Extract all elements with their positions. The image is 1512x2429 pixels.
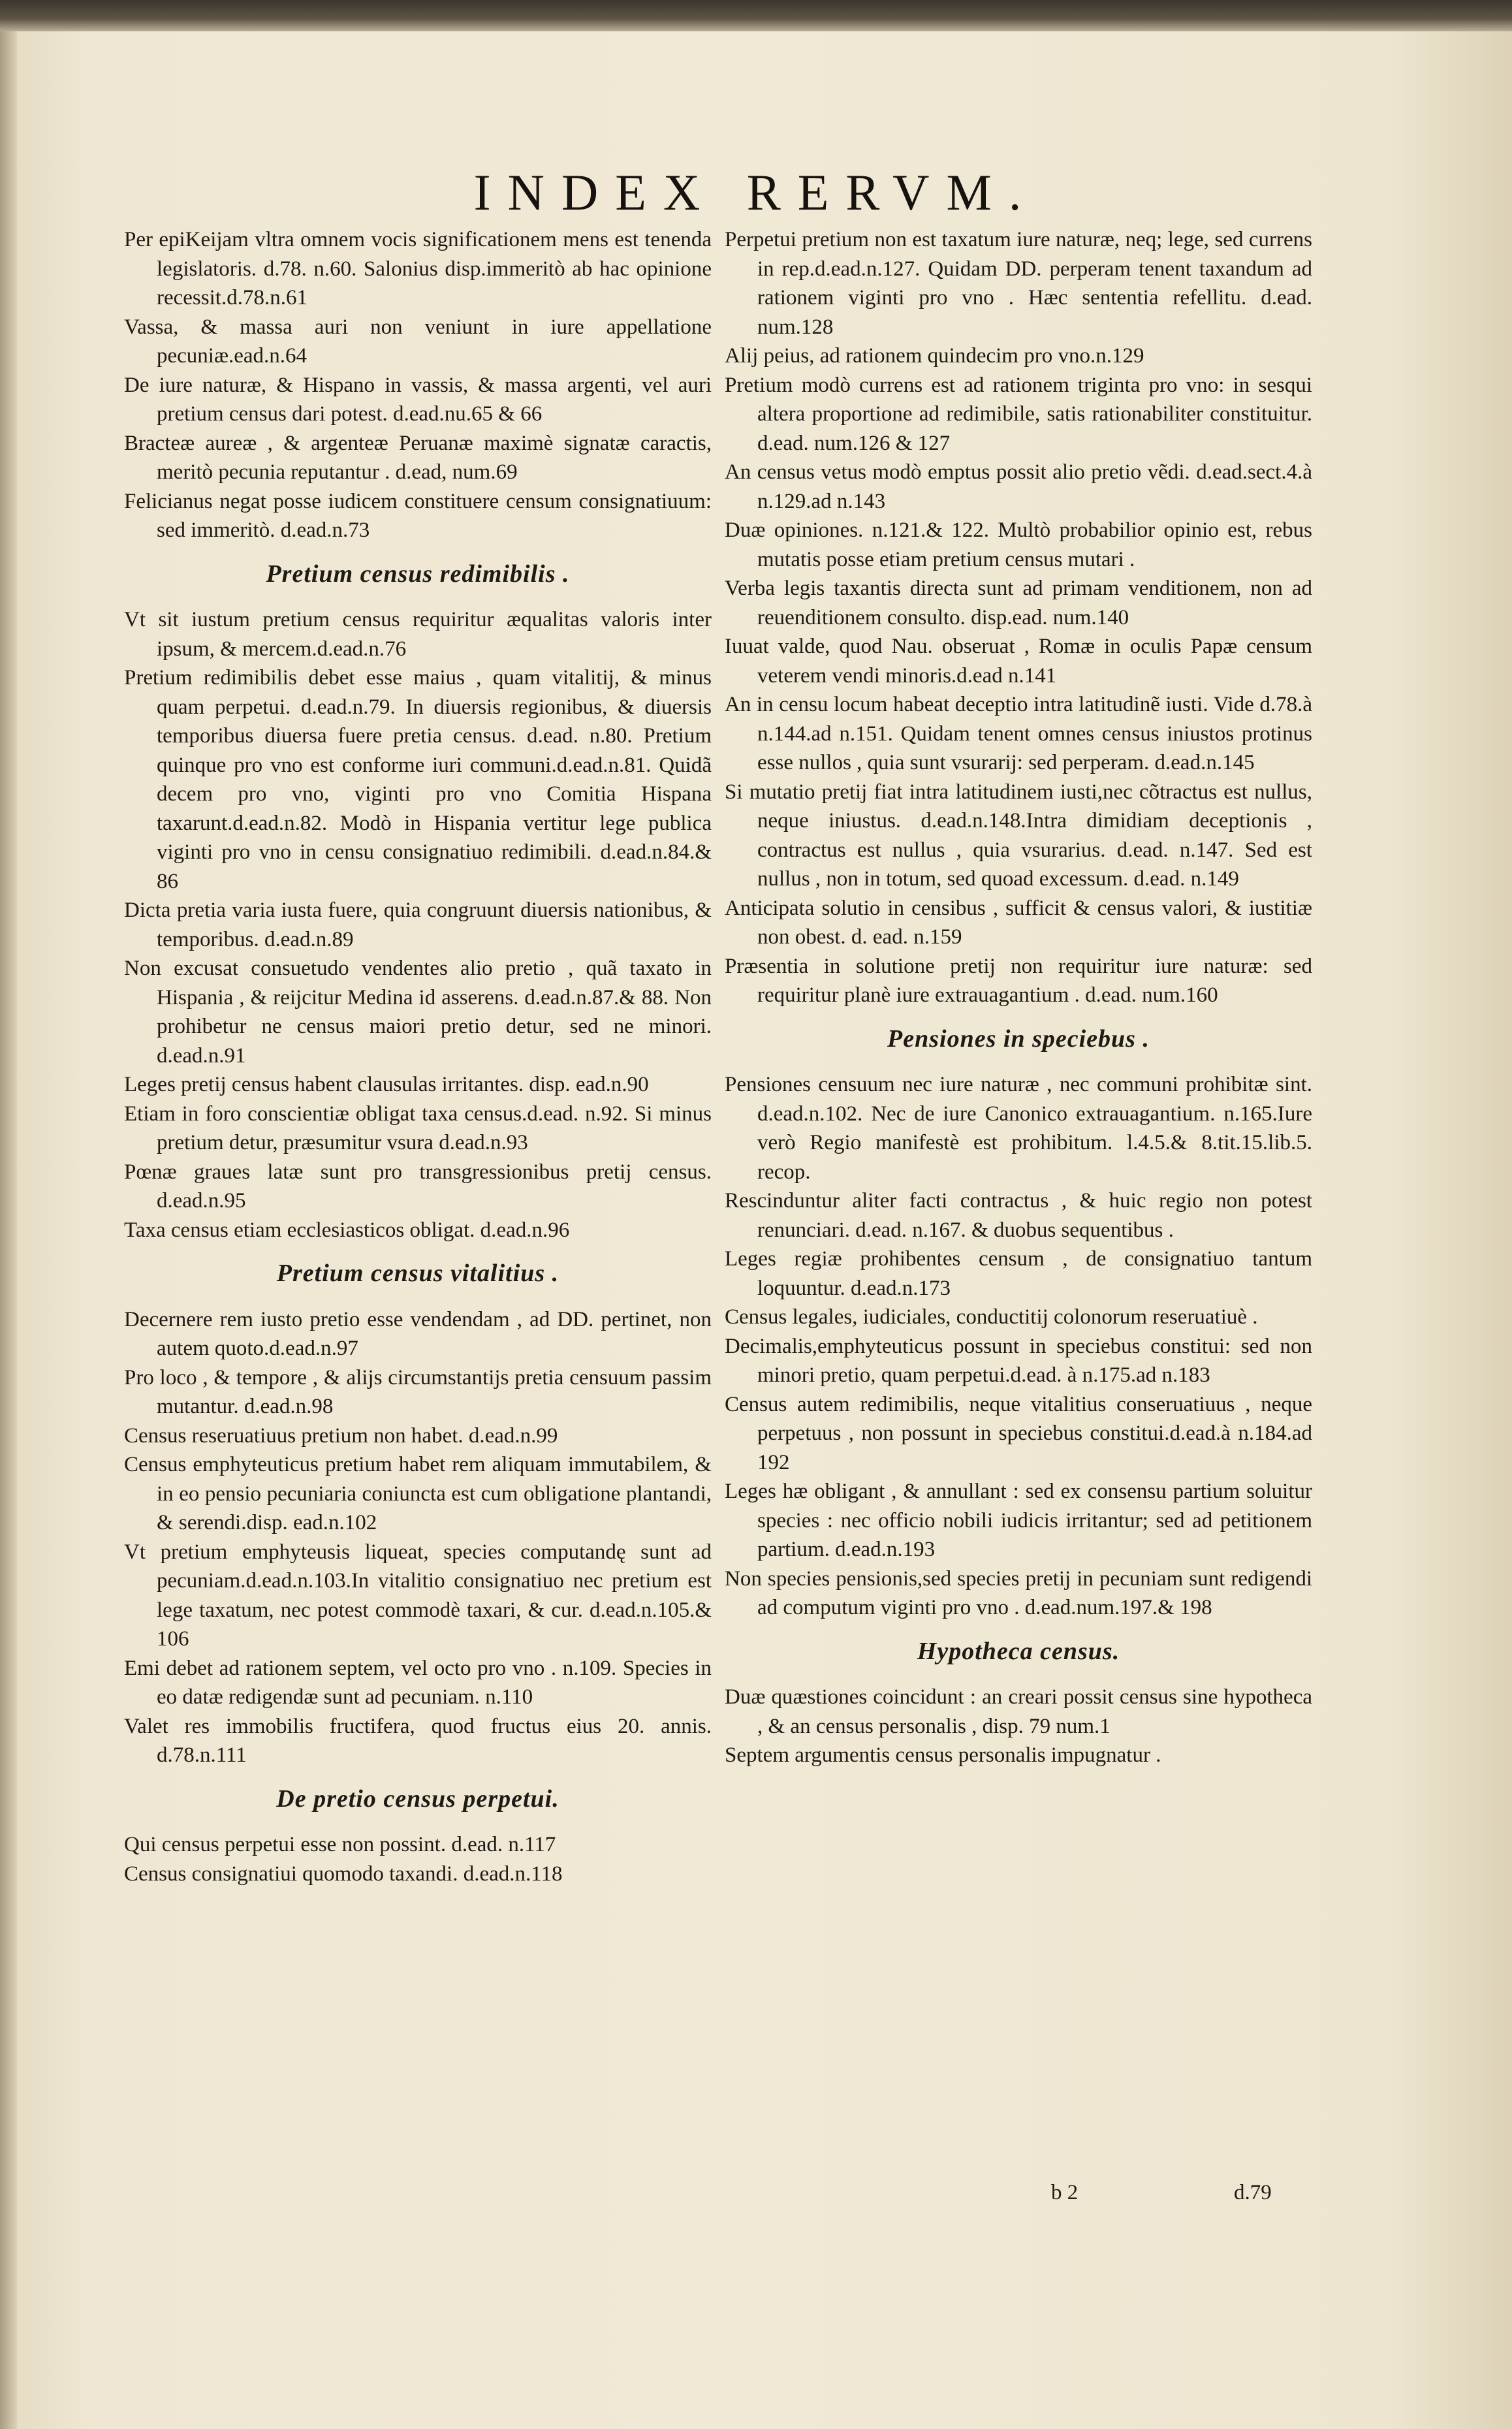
index-entry: Duæ quæstiones coincidunt : an creari possit census sine hypotheca , & an census personalis , disp. 79 num.1 [725,1685,1312,1738]
page-title: INDEX RERVM. [473,164,1039,221]
index-entry: Pro loco , & tempore , & alijs circumstantijs pretia censuum passim mutantur. d.ead.n.98 [124,1365,712,1418]
index-entry: Duæ opiniones. n.121.& 122. Multò probabilior opinio est, rebus mutatis posse etiam pretium census mutari . [725,518,1312,571]
index-entry: Emi debet ad rationem septem, vel octo pro vno . n.109. Species in eo datæ redigendæ sunt ad pecuniam. n.110 [124,1656,712,1709]
index-entry: Census legales, iudiciales, conductitij colonorum reseruatiuè . [725,1305,1258,1329]
index-entry: Census reseruatiuus pretium non habet. d.ead.n.99 [124,1423,558,1448]
left-column [124,225,712,1888]
index-entry: Non excusat consuetudo vendentes alio pretio , quã taxato in Hispania , & reijcitur Medina id asserens. d.ead.n.87.& 88. Non prohibetur ne census maiori pretio detur, sed ne minori. d.ead.n.91 [124,957,712,1068]
index-entry: Pœnæ graues latæ sunt pro transgressionibus pretij census. d.ead.n.95 [124,1160,712,1213]
section-heading: Pretium census vitalitius . [276,1260,559,1287]
index-entry: Census autem redimibilis, neque vitalitius conseruatiuus , neque perpetuus , non possunt in speciebus constitui.d.ead.à n.184.ad 192 [725,1392,1312,1474]
index-entry: Census emphyteuticus pretium habet rem aliquam immutabilem, & in eo pensio pecuniaria coniuncta est cum obligatione plantandi, & serendi.disp. ead.n.102 [124,1453,712,1534]
index-entry: Leges hæ obligant , & annullant : sed ex consensu partium soluitur species : nec officio nobili iudicis irritantur; sed ad petitionem partium. d.ead.n.193 [725,1480,1312,1561]
index-entry: Perpetui pretium non est taxatum iure naturæ, neq; lege, sed currens in rep.d.ead.n.127. Quidam DD. perperam tenent taxandum ad rationem viginti pro vno . Hæc sententia refellitu. d.ead. num.128 [725,228,1312,339]
index-entry: Præsentia in solutione pretij non requiritur iure naturæ: sed requiritur planè iure extrauagantium . d.ead. num.160 [725,954,1312,1007]
index-entry: Si mutatio pretij fiat intra latitudinem iusti,nec cõtractus est nullus, neque iniustus. d.ead.n.148.Intra dimidiam deceptionis , contractus est nullus , quia vsurarius. d.ead. n.147. Sed est nullus , non in totum, sed quoad excessum. d.ead. n.149 [725,780,1312,891]
index-entry: Alij peius, ad rationem quindecim pro vno.n.129 [725,344,1144,368]
index-entry: Qui census perpetui esse non possint. d.ead. n.117 [124,1833,556,1856]
index-entry: An census vetus modò emptus possit alio pretio vẽdi. d.ead.sect.4.à n.129.ad n.143 [725,460,1312,513]
index-entry: Vassa, & massa auri non veniunt in iure appellatione pecuniæ.ead.n.64 [124,315,712,368]
index-entry: De iure naturæ, & Hispano in vassis, & massa argenti, vel auri pretium census dari potest. d.ead.nu.65 & 66 [124,373,712,426]
index-entry: Vt pretium emphyteusis liqueat, species computandę sunt ad pecuniam.d.ead.n.103.In vitalitio consignatiuo nec pretium est lege taxatum, nec potest commodè taxari, & cur. d.ead.n.105.& 106 [124,1540,712,1651]
index-entry: Dicta pretia varia iusta fuere, quia congruunt diuersis nationibus, & temporibus. d.ead.n.89 [124,898,712,951]
catchword: d.79 [1234,2181,1272,2204]
index-entry: Pensiones censuum nec iure naturæ , nec communi prohibitæ sint. d.ead.n.102. Nec de iure Canonico extrauagantium. n.165.Iure verò Regio manifestè est prohibitum. l.4.5.& 8.tit.15.lib.5. recop. [725,1073,1312,1184]
index-entry: Anticipata solutio in censibus , sufficit & census valori, & iustitiæ non obest. d. ead. n.159 [725,896,1312,949]
section-heading: Hypotheca census. [917,1637,1120,1665]
index-entry: Vt sit iustum pretium census requiritur æqualitas valoris inter ipsum, & mercem.d.ead.n.76 [124,608,712,661]
index-entry: Bracteæ aureæ , & argenteæ Peruanæ maximè signatæ caractis, meritò pecunia reputantur . d.ead, num.69 [124,431,712,484]
right-column [725,225,1312,1770]
index-entry: Decernere rem iusto pretio esse vendendam , ad DD. pertinet, non autem quoto.d.ead.n.97 [124,1307,712,1360]
index-entry: Pretium redimibilis debet esse maius , quam vitalitij, & minus quam perpetui. d.ead.n.79. In diuersis regionibus, & diuersis temporibus diuersa fuere pretia census. d.ead. n.80. Pretium quinque pro vno est conforme iuri communi.d.ead.n.81. Quidã decem pro vno, viginti pro vno Comitia Hispana taxarunt.d.ead.n.82. Modò in Hispania vertitur lege publica viginti pro vno in censu consignatiuo redimibili. d.ead.n.84.& 86 [124,666,712,893]
index-entry: An in censu locum habeat deceptio intra latitudinẽ iusti. Vide d.78.à n.144.ad n.151. Quidam tenent omnes census iniustos protinus esse nullos , quia sunt vsurarij: sed perperam. d.ead.n.145 [725,693,1312,774]
index-entry: Leges regiæ prohibentes censum , de consignatiuo tantum loquuntur. d.ead.n.173 [725,1247,1312,1300]
index-entry: Census consignatiui quomodo taxandi. d.ead.n.118 [124,1862,563,1886]
index-entry: Verba legis taxantis directa sunt ad primam venditionem, non ad reuenditionem consulto. disp.ead. num.140 [725,577,1312,629]
index-entry: Non species pensionis,sed species pretij in pecuniam sunt redigendi ad computum viginti pro vno . d.ead.num.197.& 198 [725,1566,1312,1619]
index-entry: Taxa census etiam ecclesiasticos obligat. d.ead.n.96 [124,1218,570,1242]
page-gutter-edge [0,31,17,2429]
index-entry: Valet res immobilis fructifera, quod fructus eius 20. annis. d.78.n.111 [124,1714,712,1767]
index-entry: Decimalis,emphyteuticus possunt in speciebus constitui: sed non minori pretio, quam perpetui.d.ead. à n.175.ad n.183 [725,1334,1312,1387]
index-entry: Etiam in foro conscientiæ obligat taxa census.d.ead. n.92. Si minus pretium detur, præsumitur vsura d.ead.n.93 [124,1102,712,1154]
index-entry: Septem argumentis census personalis impugnatur . [725,1743,1161,1767]
index-entry: Pretium modò currens est ad rationem triginta pro vno: in sesqui altera proportione ad redimibile, satis rationabiliter constituitur. d.ead. num.126 & 127 [725,373,1312,455]
index-entry: Iuuat valde, quod Nau. obseruat , Romæ in oculis Papæ censum veterem vendi minoris.d.ead n.141 [725,635,1312,688]
index-entry: Felicianus negat posse iudicem constituere censum consignatiuum: sed immeritò. d.ead.n.73 [124,489,712,542]
index-entry: Per epiKeijam vltra omnem vocis significationem mens est tenenda legislatoris. d.78. n.60. Salonius disp.immeritò ab hac opinione recessit.d.78.n.61 [124,228,712,310]
index-entry: Leges pretij census habent clausulas irritantes. disp. ead.n.90 [124,1073,649,1096]
index-entry: Rescinduntur aliter facti contractus , & huic regio non potest renunciari. d.ead. n.167. & duobus sequentibus . [725,1189,1312,1242]
section-heading: Pretium census redimibilis . [266,560,570,588]
section-heading: Pensiones in speciebus . [887,1024,1150,1053]
scan-top-edge [0,0,1512,31]
section-heading: De pretio census perpetui. [276,1785,559,1813]
signature-mark: b 2 [1051,2181,1079,2204]
